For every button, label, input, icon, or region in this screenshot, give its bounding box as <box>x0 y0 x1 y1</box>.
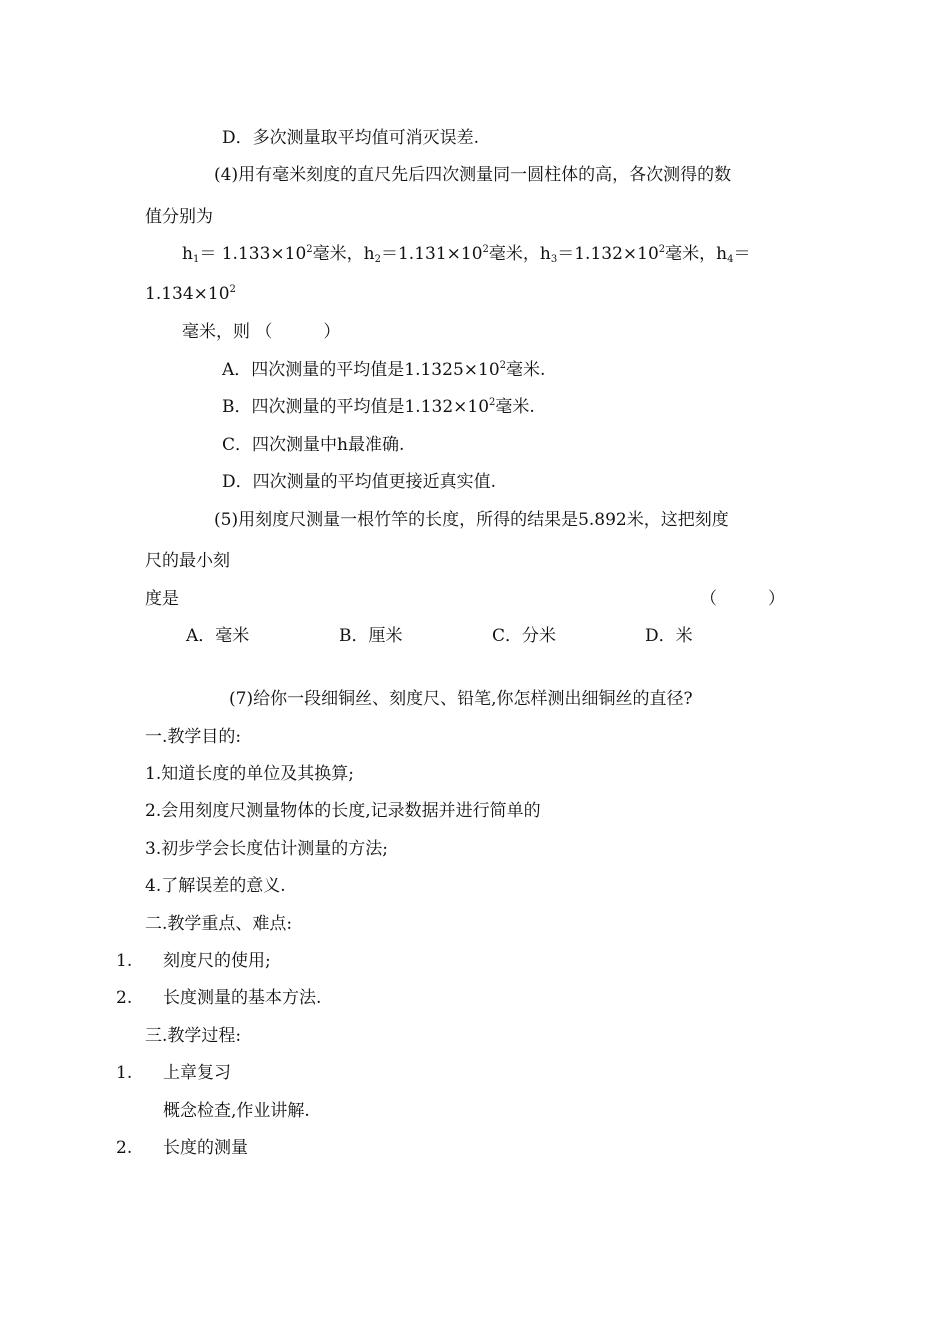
section1-item: 1.知道长度的单位及其换算; <box>145 764 354 784</box>
section3-title: 三.教学过程: <box>145 1026 242 1046</box>
h3-value: ＝1.132×10 <box>557 244 659 264</box>
q5-option-c: C．分米 <box>492 626 557 646</box>
q4-option-a <box>222 359 545 381</box>
section2-title: 二.教学重点、难点: <box>145 914 293 934</box>
q5-stem-line2: 尺的最小刻 <box>145 551 230 571</box>
h1-unit: 毫米， <box>312 244 364 264</box>
h4-sub: 4 <box>727 254 734 265</box>
q4-option-a-exp: 2 <box>499 360 507 371</box>
section2-item-text: 刻度尺的使用; <box>163 951 271 971</box>
h1-label: h <box>182 244 193 264</box>
h2-sub: 2 <box>374 254 381 265</box>
h2-label: h <box>363 244 375 264</box>
section3-item1-detail: 概念检查,作业讲解. <box>163 1101 310 1121</box>
q4-stem-line2: 值分别为 <box>145 207 213 227</box>
section3-item2-num: 2. <box>116 1138 133 1158</box>
q4-option-c: C．四次测量中h最准确. <box>222 435 405 455</box>
q4-h4-line2 <box>145 283 236 305</box>
section2-item-num: 1. <box>116 951 133 971</box>
q4-option-b-exp: 2 <box>489 397 496 408</box>
q4-option-d: D．四次测量的平均值更接近真实值. <box>222 472 497 492</box>
q4-option-b <box>222 396 535 418</box>
h1-value: ＝ 1.133×10 <box>199 244 307 264</box>
h4-line2: 1.134×10 <box>145 284 230 304</box>
h4-label: h <box>716 244 728 264</box>
q4-option-b-unit: 毫米. <box>495 397 535 417</box>
section1-title: 一.教学目的: <box>145 727 242 747</box>
section3-item2-text: 长度的测量 <box>163 1138 248 1158</box>
h2-value: ＝1.131×10 <box>380 244 483 264</box>
q3-option-d: D．多次测量取平均值可消灭误差. <box>222 128 480 148</box>
q4-values-line <box>182 243 750 265</box>
h3-unit: 毫米， <box>665 244 717 264</box>
h2-unit: 毫米， <box>488 244 540 264</box>
h4-exp: 2 <box>229 284 236 295</box>
h4-value: ＝ <box>733 244 751 264</box>
section1-item: 3.初步学会长度估计测量的方法; <box>145 839 388 859</box>
h1-exp: 2 <box>306 244 313 255</box>
section2-item-text: 长度测量的基本方法. <box>163 988 322 1008</box>
q5-stem-line3: 度是 <box>145 589 179 609</box>
section2-item-num: 2. <box>116 988 133 1008</box>
h3-exp: 2 <box>658 244 666 255</box>
q4-option-b-text: B．四次测量的平均值是1.132×10 <box>222 397 490 417</box>
section1-item: 2.会用刻度尺测量物体的长度,记录数据并进行简单的 <box>145 801 541 821</box>
q4-stem-line1: (4)用有毫米刻度的直尺先后四次测量同一圆柱体的高，各次测得的数 <box>214 165 732 185</box>
q5-answer-paren: （ ） <box>700 589 785 609</box>
section3-item1-num: 1. <box>116 1063 133 1083</box>
q5-option-a: A．毫米 <box>186 626 250 646</box>
q4-option-a-text: A．四次测量的平均值是1.1325×10 <box>222 360 500 380</box>
q5-option-d: D．米 <box>645 626 693 646</box>
q4-stem-line4: 毫米，则 （ ） <box>182 322 341 342</box>
h1-sub: 1 <box>192 254 200 265</box>
q5-stem-line1: (5)用刻度尺测量一根竹竿的长度，所得的结果是5.892米，这把刻度 <box>214 510 729 530</box>
h3-sub: 3 <box>550 254 558 265</box>
section3-item1-text: 上章复习 <box>163 1063 231 1083</box>
q4-option-a-unit: 毫米. <box>506 360 546 380</box>
q5-option-b: B．厘米 <box>339 626 403 646</box>
h2-exp: 2 <box>482 244 489 255</box>
section1-item: 4.了解误差的意义. <box>145 876 286 896</box>
h3-label: h <box>539 244 551 264</box>
q7-stem: (7)给你一段细铜丝、刻度尺、铅笔,你怎样测出细铜丝的直径? <box>229 689 693 709</box>
